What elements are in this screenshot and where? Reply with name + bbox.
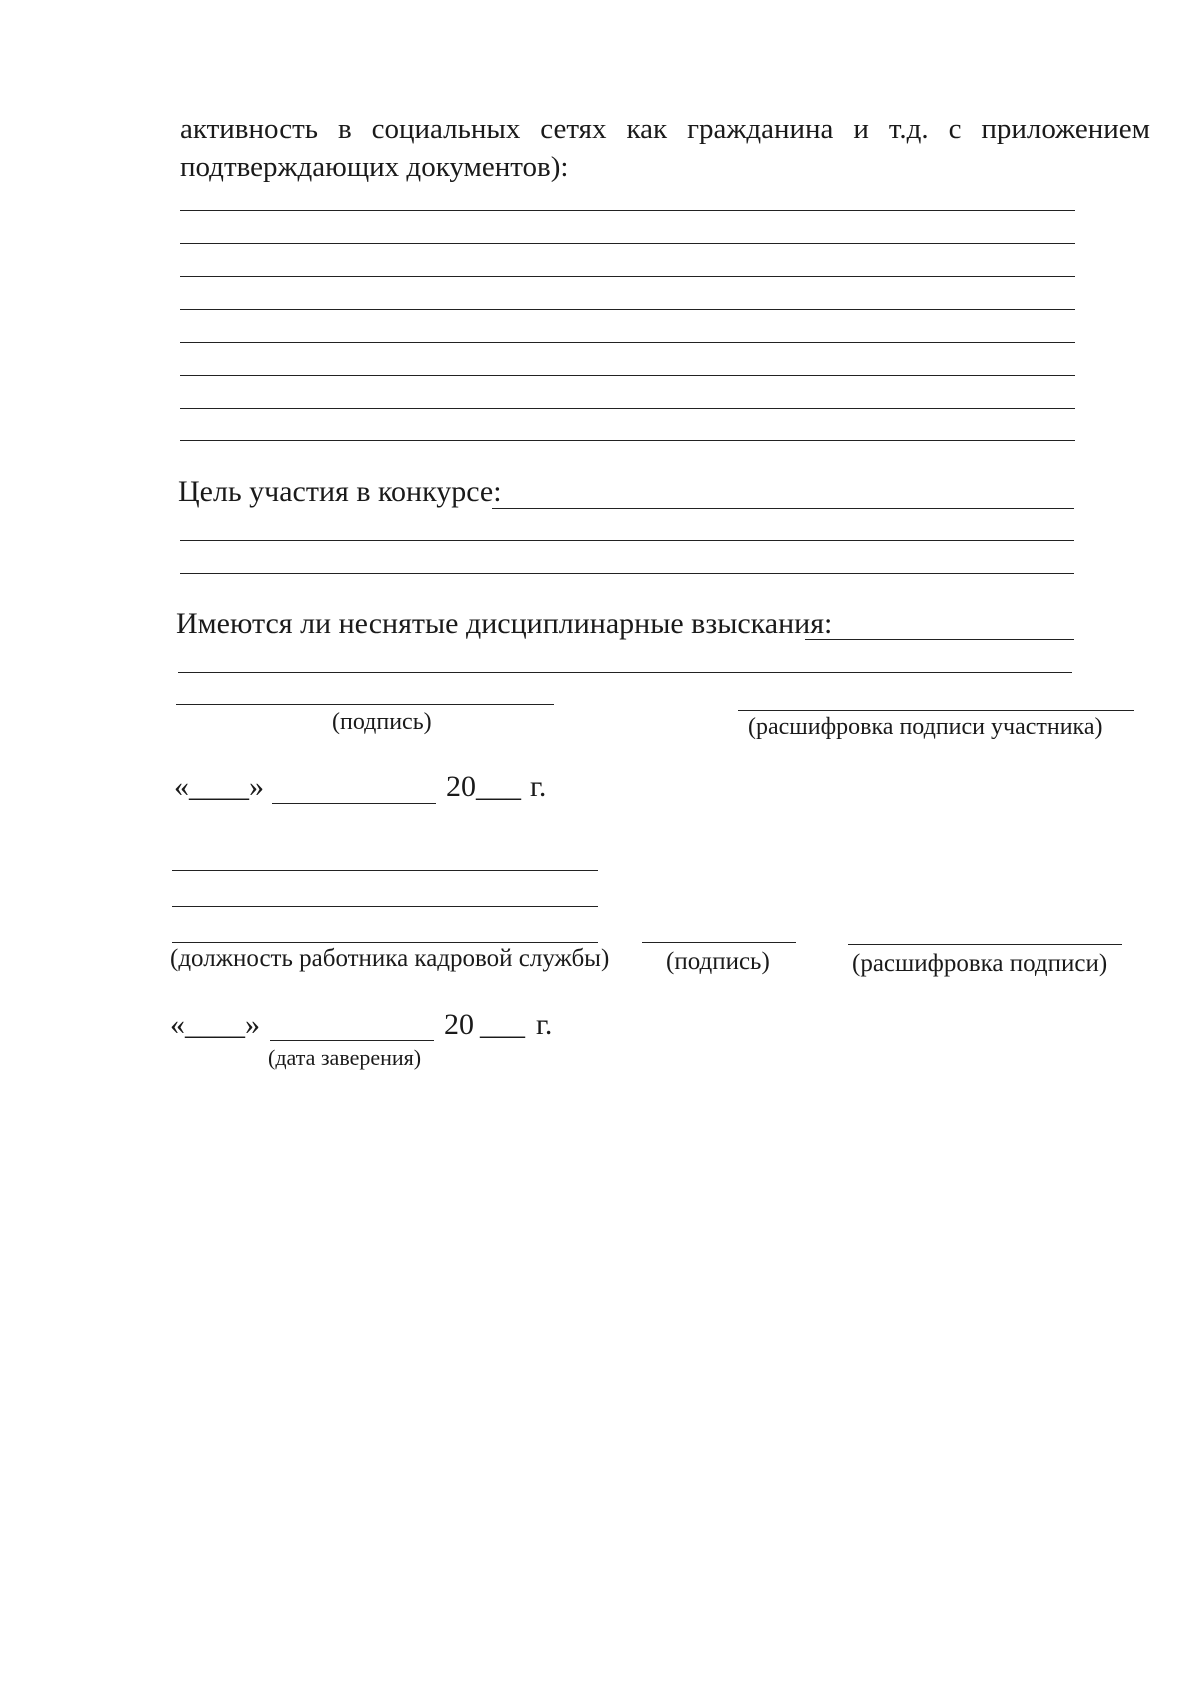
intro-word: гражданина [687,113,834,145]
date-year-field[interactable]: 20___ [446,770,521,803]
activity-answer-line[interactable] [180,210,1075,211]
hr-position-caption: (должность работника кадровой службы) [170,945,610,972]
activity-answer-line[interactable] [180,375,1075,376]
intro-line-2: подтверждающих документов): [180,151,569,183]
intro-word: в [337,113,352,145]
activity-answer-line[interactable] [180,408,1075,409]
participant-decoding-line[interactable] [738,710,1134,711]
cert-date-caption: (дата заверения) [268,1045,422,1070]
participant-signature-caption: (подпись) [332,709,432,735]
discipline-answer-line[interactable] [805,639,1074,640]
cert-date-year-field[interactable]: ___ [480,1008,525,1041]
intro-word: как [626,113,668,145]
activity-answer-line[interactable] [180,342,1075,343]
date-day-field[interactable]: «____» [174,770,264,803]
hr-position-line[interactable] [172,942,598,943]
hr-decoding-line[interactable] [848,944,1122,945]
hr-position-line[interactable] [172,870,598,871]
goal-label: Цель участия в конкурсе: [178,475,502,508]
cert-date-year-prefix: 20 [444,1008,474,1041]
activity-answer-line[interactable] [180,440,1075,441]
goal-answer-line[interactable] [180,573,1074,574]
hr-signature-line[interactable] [642,942,796,943]
hr-signature-caption: (подпись) [666,948,770,975]
goal-answer-line[interactable] [492,508,1074,509]
intro-word: приложением [981,113,1150,145]
intro-word: с [948,113,962,145]
intro-paragraph [180,110,1150,186]
intro-word: сетях [540,113,607,145]
intro-word: т.д. [888,113,929,145]
intro-word: активность [180,113,318,145]
participant-decoding-caption: (расшифровка подписи участника) [748,714,1103,740]
discipline-label: Имеются ли неснятые дисциплинарные взыскания: [176,607,833,640]
discipline-answer-line[interactable] [178,672,1072,673]
goal-answer-line[interactable] [180,540,1074,541]
participant-signature-line[interactable] [176,704,554,705]
date-year-suffix: г. [530,770,547,803]
intro-word: и [853,113,869,145]
cert-date-month-line[interactable] [270,1040,434,1041]
activity-answer-line[interactable] [180,243,1075,244]
activity-answer-line[interactable] [180,309,1075,310]
hr-position-line[interactable] [172,906,598,907]
date-month-line[interactable] [272,803,436,804]
intro-word: социальных [371,113,521,145]
cert-date-day-field[interactable]: «____» [170,1008,260,1041]
cert-date-year-suffix: г. [536,1008,553,1041]
hr-decoding-caption: (расшифровка подписи) [852,950,1108,977]
activity-answer-line[interactable] [180,276,1075,277]
intro-line-1 [180,110,1150,148]
